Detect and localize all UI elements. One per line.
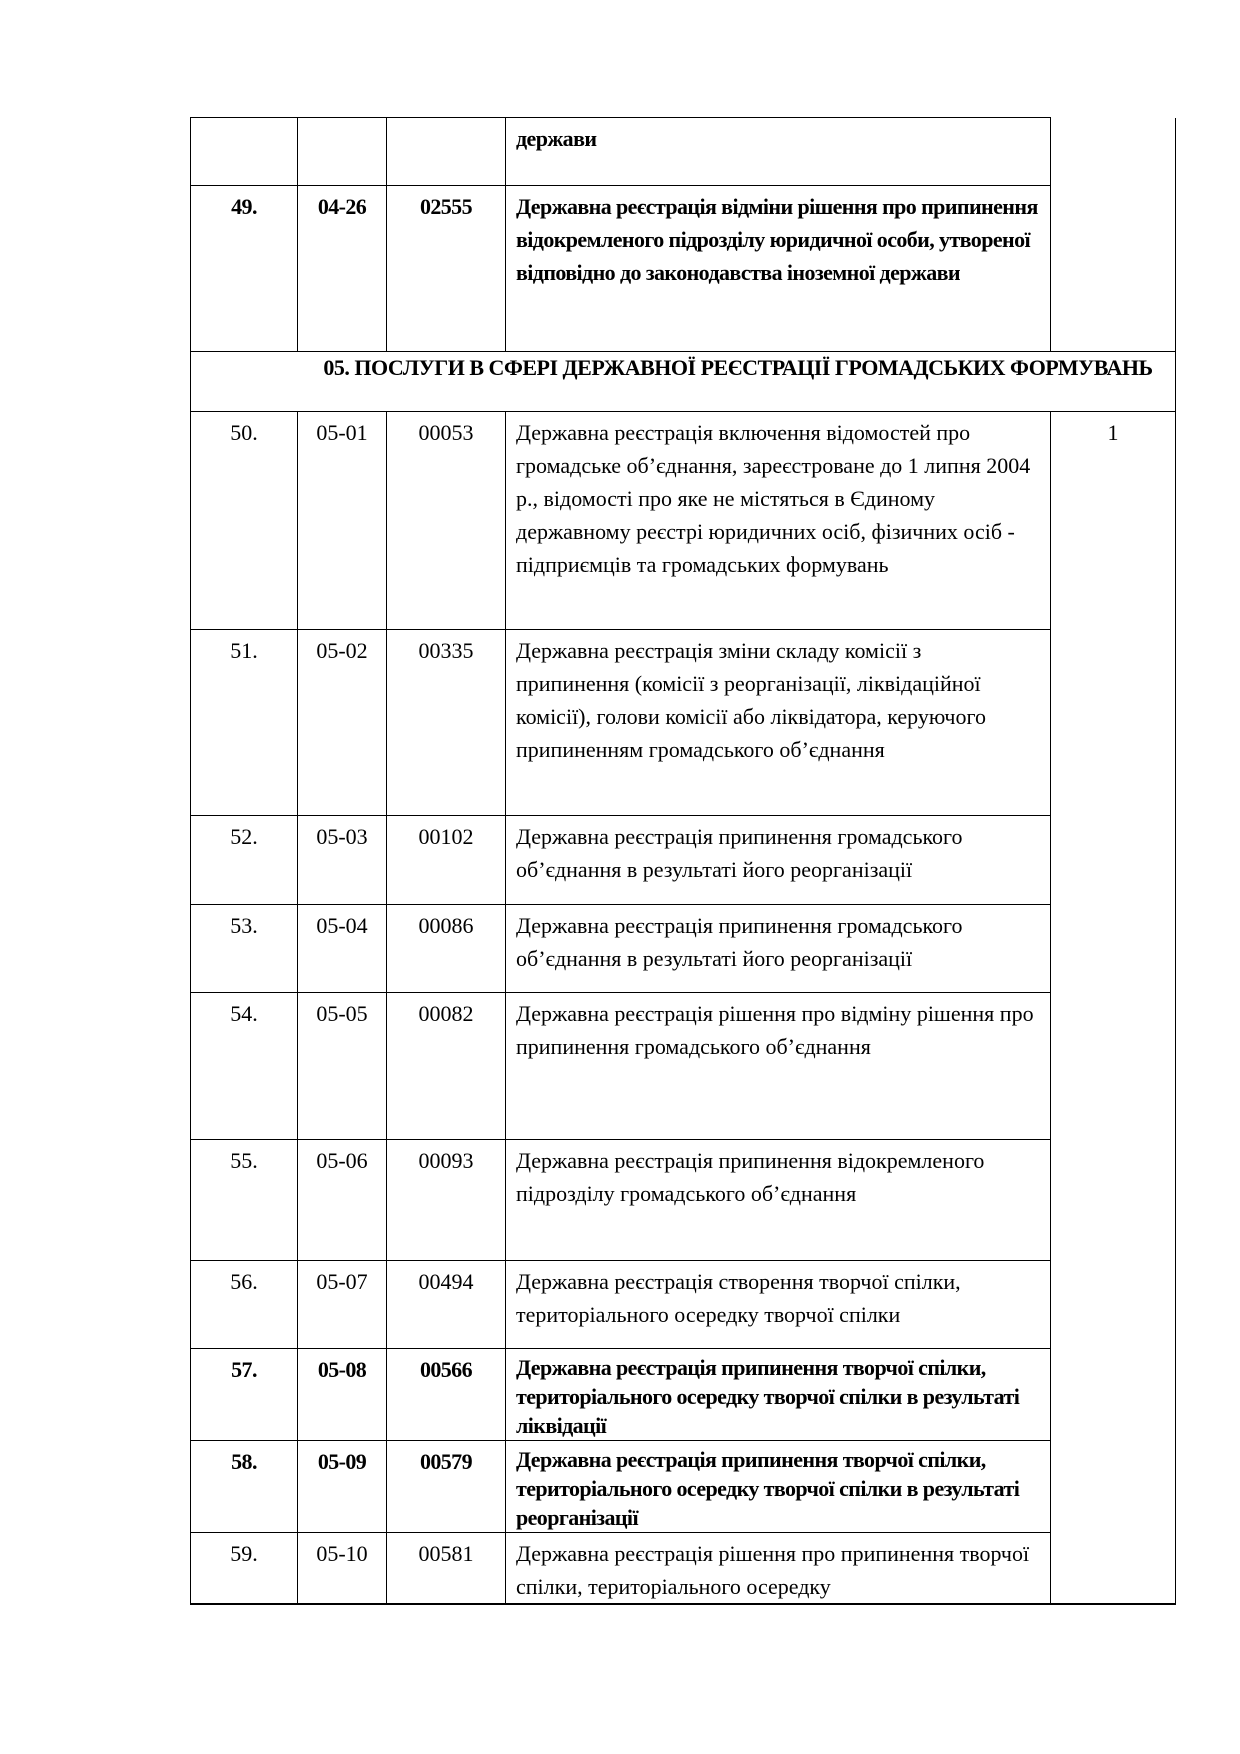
table-row: [191, 186, 1176, 352]
service-code: [298, 118, 387, 186]
service-description: Державна реєстрація припинення творчої спілки, територіального осередку творчої спілки в результаті ліквідації: [506, 1349, 1051, 1441]
table-row: [191, 816, 1176, 905]
service-code: 05-03: [298, 816, 387, 905]
table-row: [191, 412, 1176, 630]
section-title: 05. ПОСЛУГИ В СФЕРІ ДЕРЖАВНОЇ РЕЄСТРАЦІЇ ГРОМАДСЬКИХ ФОРМУВАНЬ: [191, 352, 1176, 412]
service-code: 05-08: [298, 1349, 387, 1441]
service-count: [1051, 993, 1176, 1140]
table-row: [191, 1349, 1176, 1441]
service-code: 05-02: [298, 630, 387, 816]
service-id: 00494: [387, 1261, 506, 1349]
service-count: 1: [1051, 412, 1176, 630]
service-code: 05-06: [298, 1140, 387, 1261]
service-description: Державна реєстрація включення відомостей про громадське об’єднання, зареєстроване до 1 липня 2004 р., відомості про яке не містяться в Єдиному державному реєстрі юридичних осіб, фізичних осіб - підприємців та громадських формувань: [506, 412, 1051, 630]
row-number: [191, 118, 298, 186]
service-description: Державна реєстрація припинення відокремленого підрозділу громадського об’єднання: [506, 1140, 1051, 1261]
table-row: [191, 1533, 1176, 1605]
table-row: [191, 1140, 1176, 1261]
table-row: [191, 993, 1176, 1140]
service-description: Державна реєстрація припинення громадського об’єднання в результаті його реорганізації: [506, 816, 1051, 905]
row-number: 51.: [191, 630, 298, 816]
service-description: Державна реєстрація відміни рішення про припинення відокремленого підрозділу юридичної особи, утвореної відповідно до законодавства іноземної держави: [506, 186, 1051, 352]
service-count: [1051, 1533, 1176, 1605]
row-number: 49.: [191, 186, 298, 352]
service-code: 05-10: [298, 1533, 387, 1605]
row-number: 54.: [191, 993, 298, 1140]
row-number: 55.: [191, 1140, 298, 1261]
table-row: [191, 1261, 1176, 1349]
services-table: [190, 117, 1176, 1605]
service-description: Державна реєстрація припинення творчої спілки, територіального осередку творчої спілки в результаті реорганізації: [506, 1441, 1051, 1533]
row-number: 56.: [191, 1261, 298, 1349]
service-id: 00102: [387, 816, 506, 905]
service-count: [1051, 1349, 1176, 1441]
row-number: 52.: [191, 816, 298, 905]
service-code: 05-07: [298, 1261, 387, 1349]
service-description: держави: [506, 118, 1051, 186]
row-number: 53.: [191, 905, 298, 993]
table-row: [191, 1441, 1176, 1533]
service-description: Державна реєстрація створення творчої спілки, територіального осередку творчої спілки: [506, 1261, 1051, 1349]
service-code: 05-04: [298, 905, 387, 993]
service-code: 05-01: [298, 412, 387, 630]
service-count: [1051, 186, 1176, 352]
service-count: [1051, 118, 1176, 186]
service-id: 00566: [387, 1349, 506, 1441]
table-row: [191, 630, 1176, 816]
table-row: [191, 905, 1176, 993]
row-number: 59.: [191, 1533, 298, 1605]
service-count: [1051, 1441, 1176, 1533]
row-number: 58.: [191, 1441, 298, 1533]
section-header-row: [191, 352, 1176, 412]
service-code: 05-09: [298, 1441, 387, 1533]
service-code: 04-26: [298, 186, 387, 352]
service-id: 00053: [387, 412, 506, 630]
table-row: [191, 118, 1176, 186]
service-id: 00581: [387, 1533, 506, 1605]
service-id: 00579: [387, 1441, 506, 1533]
service-count: [1051, 1140, 1176, 1261]
service-description: Державна реєстрація рішення про припинення творчої спілки, територіального осередку: [506, 1533, 1051, 1605]
service-id: 00086: [387, 905, 506, 993]
service-id: [387, 118, 506, 186]
service-count: [1051, 1261, 1176, 1349]
row-number: 50.: [191, 412, 298, 630]
service-id: 02555: [387, 186, 506, 352]
service-id: 00082: [387, 993, 506, 1140]
row-number: 57.: [191, 1349, 298, 1441]
service-count: [1051, 905, 1176, 993]
service-code: 05-05: [298, 993, 387, 1140]
service-description: Державна реєстрація зміни складу комісії з припинення (комісії з реорганізації, ліквідаційної комісії), голови комісії або ліквідатора, керуючого припиненням громадського об’єднання: [506, 630, 1051, 816]
service-count: [1051, 630, 1176, 816]
service-description: Державна реєстрація припинення громадського об’єднання в результаті його реорганізації: [506, 905, 1051, 993]
service-id: 00335: [387, 630, 506, 816]
service-description: Державна реєстрація рішення про відміну рішення про припинення громадського об’єднання: [506, 993, 1051, 1140]
service-count: [1051, 816, 1176, 905]
service-id: 00093: [387, 1140, 506, 1261]
